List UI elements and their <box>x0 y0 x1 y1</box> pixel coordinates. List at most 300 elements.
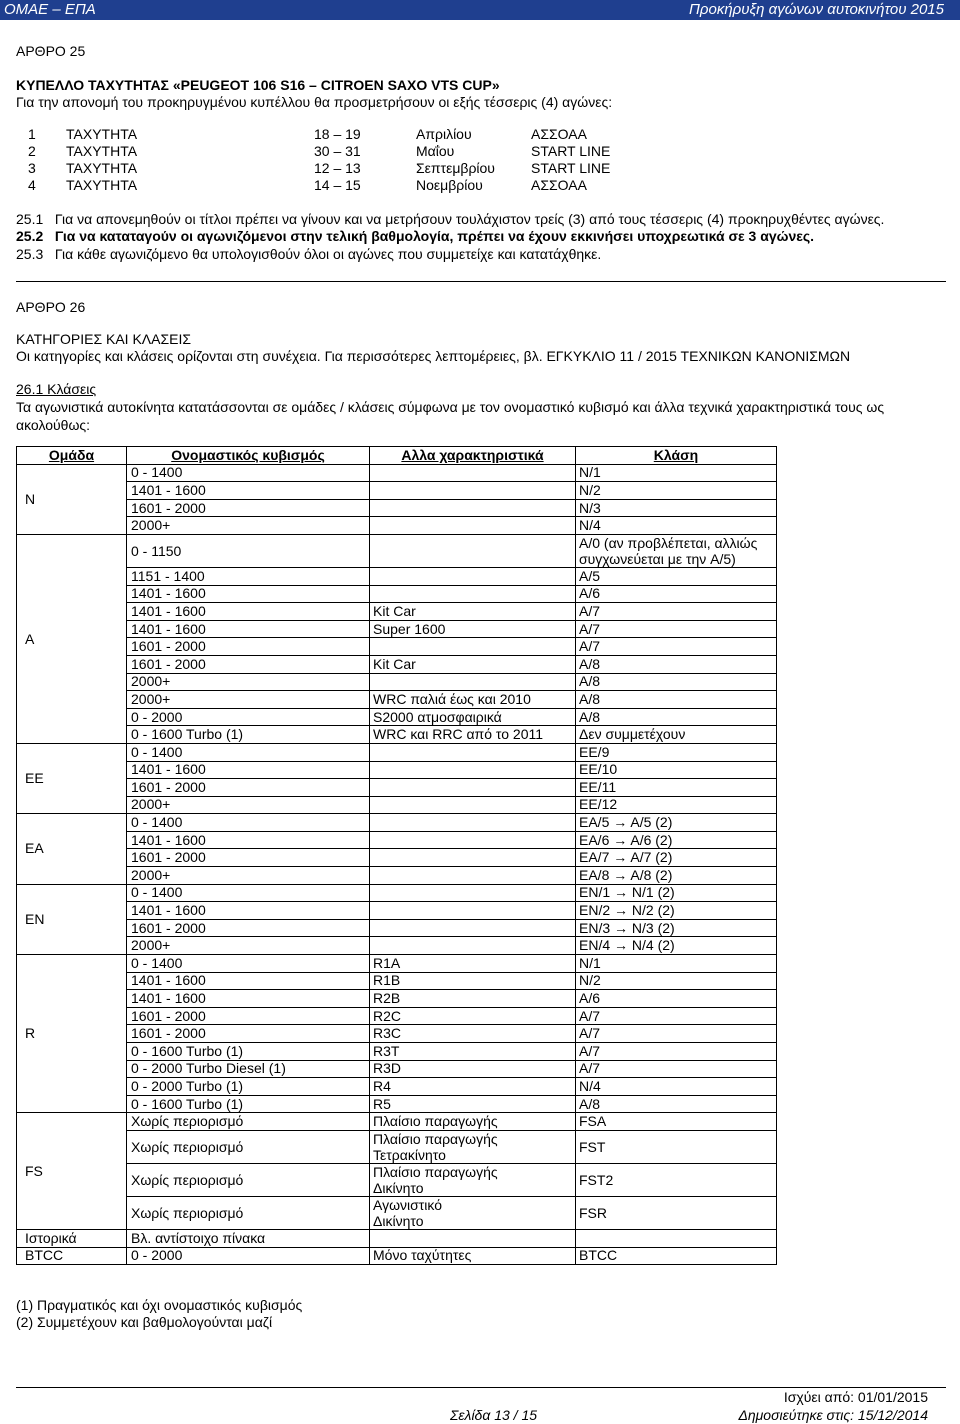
race-month: Μαΐου <box>416 143 455 159</box>
capacity-cell-text: 0 - 1600 Turbo (1) <box>131 726 244 743</box>
capacity-cell <box>127 638 370 656</box>
class-cell-text: A/8 <box>579 690 601 707</box>
table-row <box>17 867 777 885</box>
features-cell <box>370 534 576 567</box>
table-row <box>17 814 777 832</box>
class-cell <box>576 655 777 673</box>
features-cell <box>370 585 576 603</box>
class-cell-text: A/6 <box>579 990 601 1007</box>
class-cell <box>576 464 777 482</box>
race-org: ΑΣΣΟΑΑ <box>531 126 587 142</box>
class-cell-text: FSR <box>579 1204 607 1221</box>
capacity-cell-text: 2000+ <box>131 517 171 534</box>
capacity-cell-text: 1401 - 1600 <box>131 481 206 498</box>
race-dates: 14 – 15 <box>314 177 361 193</box>
race-no: 2 <box>28 143 36 159</box>
capacity-cell <box>127 796 370 814</box>
class-cell-text: N/2 <box>579 972 601 989</box>
race-no: 1 <box>28 126 36 142</box>
paragraph-number: 25.2 <box>16 228 44 244</box>
features-cell-text: Πλαίσιο παραγωγής <box>373 1130 498 1147</box>
features-cell <box>370 972 576 990</box>
features-cell-text: WRC παλιά έως και 2010 <box>373 690 531 707</box>
footnote: (1) Πραγματικός και όχι ονομαστικός κυβισμός <box>16 1297 303 1313</box>
class-cell-text: A/7 <box>579 1007 601 1024</box>
class-cell-text: συγχωνεύεται με την A/5) <box>579 550 736 567</box>
capacity-cell-text: 1401 - 1600 <box>131 831 206 848</box>
features-cell <box>370 603 576 621</box>
race-org: ΑΣΣΟΑΑ <box>531 177 587 193</box>
capacity-cell <box>127 482 370 500</box>
capacity-cell-text: 0 - 1150 <box>131 542 182 559</box>
class-cell-text: N/1 <box>579 954 601 971</box>
features-cell-text: R3T <box>373 1042 400 1059</box>
capacity-cell <box>127 1078 370 1096</box>
capacity-cell <box>127 1113 370 1131</box>
capacity-cell-text: Χωρίς περιορισμό <box>131 1113 244 1130</box>
capacity-cell-text: 1401 - 1600 <box>131 602 206 619</box>
features-cell <box>370 1025 576 1043</box>
paragraph-text: Για κάθε αγωνιζόμενο θα υπολογισθούν όλοι οι αγώνες που συμμετείχε και κατατάχθηκε. <box>54 246 602 262</box>
class-cell-text: FSA <box>579 1113 607 1130</box>
table-row <box>17 482 777 500</box>
class-cell-text: EN/4 → N/4 (2) <box>579 937 675 954</box>
capacity-cell-text: 2000+ <box>131 937 171 954</box>
table-row <box>17 517 777 535</box>
class-cell <box>576 779 777 797</box>
table-row <box>17 1113 777 1131</box>
capacity-cell-text: 1601 - 2000 <box>131 638 206 655</box>
features-cell <box>370 1247 576 1265</box>
capacity-cell <box>127 1060 370 1078</box>
cup-intro: Για την απονομή του προκηρυγμένου κυπέλλου θα προσμετρήσουν οι εξής τέσσερις (4) αγώνες: <box>16 94 613 110</box>
capacity-cell <box>127 603 370 621</box>
footer-valid-from: Ισχύει από: 01/01/2015 <box>783 1389 928 1405</box>
features-cell <box>370 867 576 885</box>
class-cell <box>576 1043 777 1061</box>
race-month: Απριλίου <box>416 126 472 142</box>
classes-table <box>16 446 777 1265</box>
features-cell-text: WRC και RRC από το 2011 <box>373 726 544 743</box>
paragraph-25-2 <box>16 227 946 245</box>
table-row <box>17 499 777 517</box>
class-cell <box>576 1095 777 1113</box>
capacity-cell-text: 1401 - 1600 <box>131 585 206 602</box>
capacity-cell-text: 0 - 1400 <box>131 464 183 481</box>
table-row <box>17 972 777 990</box>
class-cell <box>576 708 777 726</box>
features-cell-text: R3C <box>373 1025 402 1042</box>
section-divider <box>16 281 946 282</box>
features-cell-text: R2C <box>373 1007 402 1024</box>
features-cell <box>370 990 576 1008</box>
features-cell-text: R5 <box>373 1095 391 1112</box>
race-type: ΤΑΧΥΤΗΤΑ <box>66 143 138 159</box>
capacity-cell-text: 0 - 1400 <box>131 954 183 971</box>
class-cell-text: A/8 <box>579 673 601 690</box>
group-cell: EN <box>17 884 127 954</box>
article-25-title: ΑΡΘΡΟ 25 <box>16 43 86 59</box>
capacity-cell-text: 1601 - 2000 <box>131 778 206 795</box>
group-cell: A <box>17 534 127 743</box>
class-cell <box>576 673 777 691</box>
class-cell <box>576 1163 777 1196</box>
features-cell-text: Kit Car <box>373 602 416 619</box>
class-cell-text: EA/5 → A/5 (2) <box>579 814 673 831</box>
class-cell <box>576 955 777 973</box>
table-row <box>17 849 777 867</box>
capacity-cell <box>127 1163 370 1196</box>
class-cell-text: A/7 <box>579 1042 601 1059</box>
capacity-cell-text: Βλ. αντίστοιχο πίνακα <box>131 1229 266 1246</box>
class-cell-text: N/4 <box>579 517 601 534</box>
table-row <box>17 726 777 744</box>
table-row <box>17 1007 777 1025</box>
class-cell-text: EE/12 <box>579 796 618 813</box>
class-cell <box>576 726 777 744</box>
capacity-cell <box>127 673 370 691</box>
capacity-cell <box>127 867 370 885</box>
class-cell <box>576 919 777 937</box>
capacity-cell <box>127 1025 370 1043</box>
features-cell <box>370 620 576 638</box>
class-cell-text: A/8 <box>579 655 601 672</box>
table-row <box>17 603 777 621</box>
group-cell: BTCC <box>17 1247 127 1265</box>
capacity-cell-text: 2000+ <box>131 866 171 883</box>
table-row <box>17 955 777 973</box>
features-cell-text: R1A <box>373 954 401 971</box>
table-row <box>17 620 777 638</box>
capacity-cell <box>127 585 370 603</box>
class-cell <box>576 796 777 814</box>
paragraph-25-1 <box>16 210 946 228</box>
features-cell <box>370 1113 576 1131</box>
class-cell <box>576 499 777 517</box>
capacity-cell <box>127 1196 370 1229</box>
features-cell-text: Τετρακίνητο <box>373 1146 446 1163</box>
class-cell-text: A/8 <box>579 1095 601 1112</box>
capacity-cell <box>127 534 370 567</box>
class-cell-text: N/3 <box>579 499 601 516</box>
capacity-cell <box>127 1007 370 1025</box>
class-cell-text: A/6 <box>579 585 601 602</box>
table-row <box>17 779 777 797</box>
class-cell <box>576 831 777 849</box>
capacity-cell-text: 0 - 2000 Turbo (1) <box>131 1077 244 1094</box>
features-cell-text: R3D <box>373 1060 402 1077</box>
capacity-cell <box>127 1095 370 1113</box>
table-row <box>17 1060 777 1078</box>
class-cell-text: EA/7 → A/7 (2) <box>579 849 673 866</box>
capacity-cell-text: Χωρίς περιορισμό <box>131 1171 244 1188</box>
capacity-cell <box>127 1043 370 1061</box>
class-cell <box>576 1196 777 1229</box>
capacity-cell <box>127 691 370 709</box>
features-cell <box>370 796 576 814</box>
class-cell-text: A/5 <box>579 567 601 584</box>
group-cell: FS <box>17 1113 127 1230</box>
table-row <box>17 1229 777 1247</box>
capacity-cell-text: 0 - 1400 <box>131 884 183 901</box>
race-dates: 18 – 19 <box>314 126 361 142</box>
table-row <box>17 1095 777 1113</box>
capacity-cell-text: 1401 - 1600 <box>131 990 206 1007</box>
class-cell <box>576 867 777 885</box>
class-cell-text: EE/9 <box>579 743 610 760</box>
paragraph-number: 25.3 <box>16 246 44 262</box>
capacity-cell <box>127 708 370 726</box>
capacity-cell <box>127 517 370 535</box>
class-cell <box>576 1078 777 1096</box>
features-cell <box>370 655 576 673</box>
class-cell <box>576 1247 777 1265</box>
table-row <box>17 1130 777 1163</box>
class-cell <box>576 534 777 567</box>
class-cell <box>576 814 777 832</box>
features-cell <box>370 517 576 535</box>
features-cell <box>370 1078 576 1096</box>
class-cell-text: EN/3 → N/3 (2) <box>579 919 675 936</box>
column-header: Αλλα χαρακτηριστικά <box>370 447 576 465</box>
table-row <box>17 567 777 585</box>
race-month: Νοεμβρίου <box>416 177 483 193</box>
capacity-cell-text: 2000+ <box>131 673 171 690</box>
capacity-cell <box>127 1229 370 1247</box>
capacity-cell-text: 2000+ <box>131 690 171 707</box>
table-row <box>17 655 777 673</box>
features-cell <box>370 743 576 761</box>
table-row <box>17 464 777 482</box>
features-cell <box>370 567 576 585</box>
features-cell-text: Super 1600 <box>373 620 446 637</box>
class-cell-text: A/8 <box>579 708 601 725</box>
capacity-cell-text: 0 - 1600 Turbo (1) <box>131 1095 244 1112</box>
class-cell <box>576 902 777 920</box>
capacity-cell <box>127 831 370 849</box>
capacity-cell <box>127 464 370 482</box>
capacity-cell-text: 1401 - 1600 <box>131 620 206 637</box>
class-cell-text: A/7 <box>579 602 601 619</box>
features-cell <box>370 464 576 482</box>
features-cell <box>370 919 576 937</box>
table-row <box>17 796 777 814</box>
section-26-1-text: Τα αγωνιστικά αυτοκίνητα κατατάσσονται σε ομάδες / κλάσεις σύμφωνα με τον ονομαστικό κυβισμό και άλλα τεχνικά χαρακτηριστικά τους ως ακολούθως: <box>16 399 885 433</box>
footer-page-number: Σελίδα 13 / 15 <box>450 1407 538 1423</box>
capacity-cell-text: Χωρίς περιορισμό <box>131 1204 244 1221</box>
capacity-cell <box>127 937 370 955</box>
features-cell <box>370 1043 576 1061</box>
group-cell: EA <box>17 814 127 884</box>
class-cell-text: EE/11 <box>579 778 617 795</box>
features-cell <box>370 708 576 726</box>
class-cell-text: A/7 <box>579 1060 601 1077</box>
table-row <box>17 990 777 1008</box>
class-cell <box>576 620 777 638</box>
features-cell-text: S2000 ατμοσφαιρικά <box>373 708 502 725</box>
page-header <box>0 0 960 20</box>
class-cell <box>576 1060 777 1078</box>
table-row <box>17 585 777 603</box>
cup-title: ΚΥΠΕΛΛΟ ΤΑΧΥΤΗΤΑΣ «PEUGEOT 106 S16 – CITROEN SAXO VTS CUP» <box>16 77 500 93</box>
class-cell-text: EA/6 → A/6 (2) <box>579 831 673 848</box>
class-cell-text: A/7 <box>579 638 601 655</box>
class-cell-text: A/0 (αν προβλέπεται, αλλιώς <box>579 534 758 551</box>
class-cell-text: EE/10 <box>579 761 618 778</box>
class-cell <box>576 761 777 779</box>
race-month: Σεπτεμβρίου <box>416 160 495 176</box>
table-row <box>17 1163 777 1196</box>
class-cell <box>576 1113 777 1131</box>
race-dates: 30 – 31 <box>314 143 361 159</box>
class-cell <box>576 567 777 585</box>
header-org: ΟΜΑΕ – ΕΠΑ <box>4 1 96 18</box>
features-cell <box>370 955 576 973</box>
features-cell <box>370 937 576 955</box>
class-cell <box>576 1007 777 1025</box>
features-cell-text: Δικίνητο <box>373 1179 424 1196</box>
group-cell: Ιστορικά <box>17 1229 127 1247</box>
table-row <box>17 1196 777 1229</box>
capacity-cell <box>127 726 370 744</box>
features-cell-text: R2B <box>373 990 401 1007</box>
features-cell-text: Μόνο ταχύτητες <box>373 1247 472 1264</box>
features-cell-text: Kit Car <box>373 655 416 672</box>
capacity-cell-text: 0 - 1400 <box>131 743 183 760</box>
class-cell <box>576 482 777 500</box>
capacity-cell-text: 0 - 2000 <box>131 708 183 725</box>
table-row <box>17 831 777 849</box>
capacity-cell-text: 0 - 1400 <box>131 814 183 831</box>
capacity-cell <box>127 919 370 937</box>
class-cell <box>576 691 777 709</box>
table-row <box>17 937 777 955</box>
race-type: ΤΑΧΥΤΗΤΑ <box>66 160 138 176</box>
features-cell <box>370 1095 576 1113</box>
features-cell <box>370 499 576 517</box>
capacity-cell-text: Χωρίς περιορισμό <box>131 1138 244 1155</box>
table-row <box>17 1078 777 1096</box>
capacity-cell <box>127 567 370 585</box>
paragraph-text: Για να καταταγούν οι αγωνιζόμενοι στην τελική βαθμολογία, πρέπει να έχουν εκκινήσει υποχρεωτικά σε 3 αγώνες. <box>54 228 815 244</box>
class-cell <box>576 884 777 902</box>
race-type: ΤΑΧΥΤΗΤΑ <box>66 177 138 193</box>
table-row <box>17 1025 777 1043</box>
class-cell-text: A/7 <box>579 1025 601 1042</box>
class-cell <box>576 638 777 656</box>
features-cell <box>370 1163 576 1196</box>
class-cell <box>576 603 777 621</box>
table-row <box>17 884 777 902</box>
column-header: Κλάση <box>576 447 777 465</box>
features-cell-text: Πλαίσιο παραγωγής <box>373 1163 498 1180</box>
class-cell-text: Δεν συμμετέχουν <box>579 726 686 743</box>
class-cell-text: N/2 <box>579 481 601 498</box>
features-cell <box>370 1007 576 1025</box>
class-cell-text: FST <box>579 1138 606 1155</box>
features-cell <box>370 482 576 500</box>
capacity-cell-text: 1601 - 2000 <box>131 849 206 866</box>
capacity-cell <box>127 761 370 779</box>
article-26-intro: Οι κατηγορίες και κλάσεις ορίζονται στη συνέχεια. Για περισσότερες λεπτομέρειες, βλ. ΕΓΚΥΚΛΙΟ 11 / 2015 ΤΕΧΝΙΚΩΝ ΚΑΝΟΝΙΣΜΩΝ <box>16 348 851 364</box>
table-row <box>17 673 777 691</box>
capacity-cell <box>127 990 370 1008</box>
capacity-cell-text: 0 - 2000 Turbo Diesel (1) <box>131 1060 286 1077</box>
group-cell: R <box>17 955 127 1113</box>
class-cell-text: FST2 <box>579 1171 614 1188</box>
features-cell <box>370 673 576 691</box>
capacity-cell-text: 2000+ <box>131 796 171 813</box>
article-26-title: ΑΡΘΡΟ 26 <box>16 299 86 315</box>
capacity-cell-text: 1151 - 1400 <box>131 567 205 584</box>
class-cell <box>576 743 777 761</box>
capacity-cell <box>127 972 370 990</box>
table-row <box>17 761 777 779</box>
table-row <box>17 743 777 761</box>
table-row <box>17 638 777 656</box>
class-cell <box>576 517 777 535</box>
features-cell <box>370 814 576 832</box>
capacity-cell-text: 1601 - 2000 <box>131 499 206 516</box>
features-cell <box>370 831 576 849</box>
features-cell-text: R4 <box>373 1077 391 1094</box>
class-cell <box>576 585 777 603</box>
class-cell-text: BTCC <box>579 1247 618 1264</box>
features-cell <box>370 638 576 656</box>
race-no: 4 <box>28 177 36 193</box>
paragraph-25-3 <box>16 245 946 263</box>
features-cell <box>370 902 576 920</box>
article-26-subtitle: ΚΑΤΗΓΟΡΙΕΣ ΚΑΙ ΚΛΑΣΕΙΣ <box>16 331 192 347</box>
column-header: Ονομαστικός κυβισμός <box>127 447 370 465</box>
table-row <box>17 919 777 937</box>
capacity-cell <box>127 1130 370 1163</box>
table-row <box>17 902 777 920</box>
table-row <box>17 1247 777 1265</box>
capacity-cell <box>127 955 370 973</box>
paragraph-text: Για να απονεμηθούν οι τίτλοι πρέπει να γίνουν και να μετρήσουν τουλάχιστον τρείς (3) από τους τέσσερις (4) προκηρυχθέντες αγώνες. <box>54 211 885 227</box>
features-cell <box>370 761 576 779</box>
capacity-cell-text: 1601 - 2000 <box>131 655 206 672</box>
features-cell <box>370 1060 576 1078</box>
class-cell-text: EA/8 → A/8 (2) <box>579 866 673 883</box>
capacity-cell <box>127 1247 370 1265</box>
class-cell <box>576 1025 777 1043</box>
class-cell <box>576 972 777 990</box>
class-cell <box>576 1229 777 1247</box>
capacity-cell-text: 0 - 1600 Turbo (1) <box>131 1042 244 1059</box>
capacity-cell-text: 1401 - 1600 <box>131 761 206 778</box>
capacity-cell-text: 1601 - 2000 <box>131 1007 206 1024</box>
table-row <box>17 534 777 567</box>
features-cell <box>370 726 576 744</box>
race-org: START LINE <box>531 160 611 176</box>
class-cell-text: N/1 <box>579 464 601 481</box>
class-cell-text: EN/2 → N/2 (2) <box>579 902 675 919</box>
features-cell <box>370 779 576 797</box>
class-cell <box>576 937 777 955</box>
features-cell <box>370 884 576 902</box>
race-type: ΤΑΧΥΤΗΤΑ <box>66 126 138 142</box>
class-cell-text: A/7 <box>579 620 601 637</box>
features-cell-text: Πλαίσιο παραγωγής <box>373 1113 498 1130</box>
column-header: Ομάδα <box>17 447 127 465</box>
capacity-cell-text: 1401 - 1600 <box>131 902 206 919</box>
capacity-cell <box>127 884 370 902</box>
class-cell <box>576 990 777 1008</box>
capacity-cell <box>127 743 370 761</box>
capacity-cell <box>127 849 370 867</box>
